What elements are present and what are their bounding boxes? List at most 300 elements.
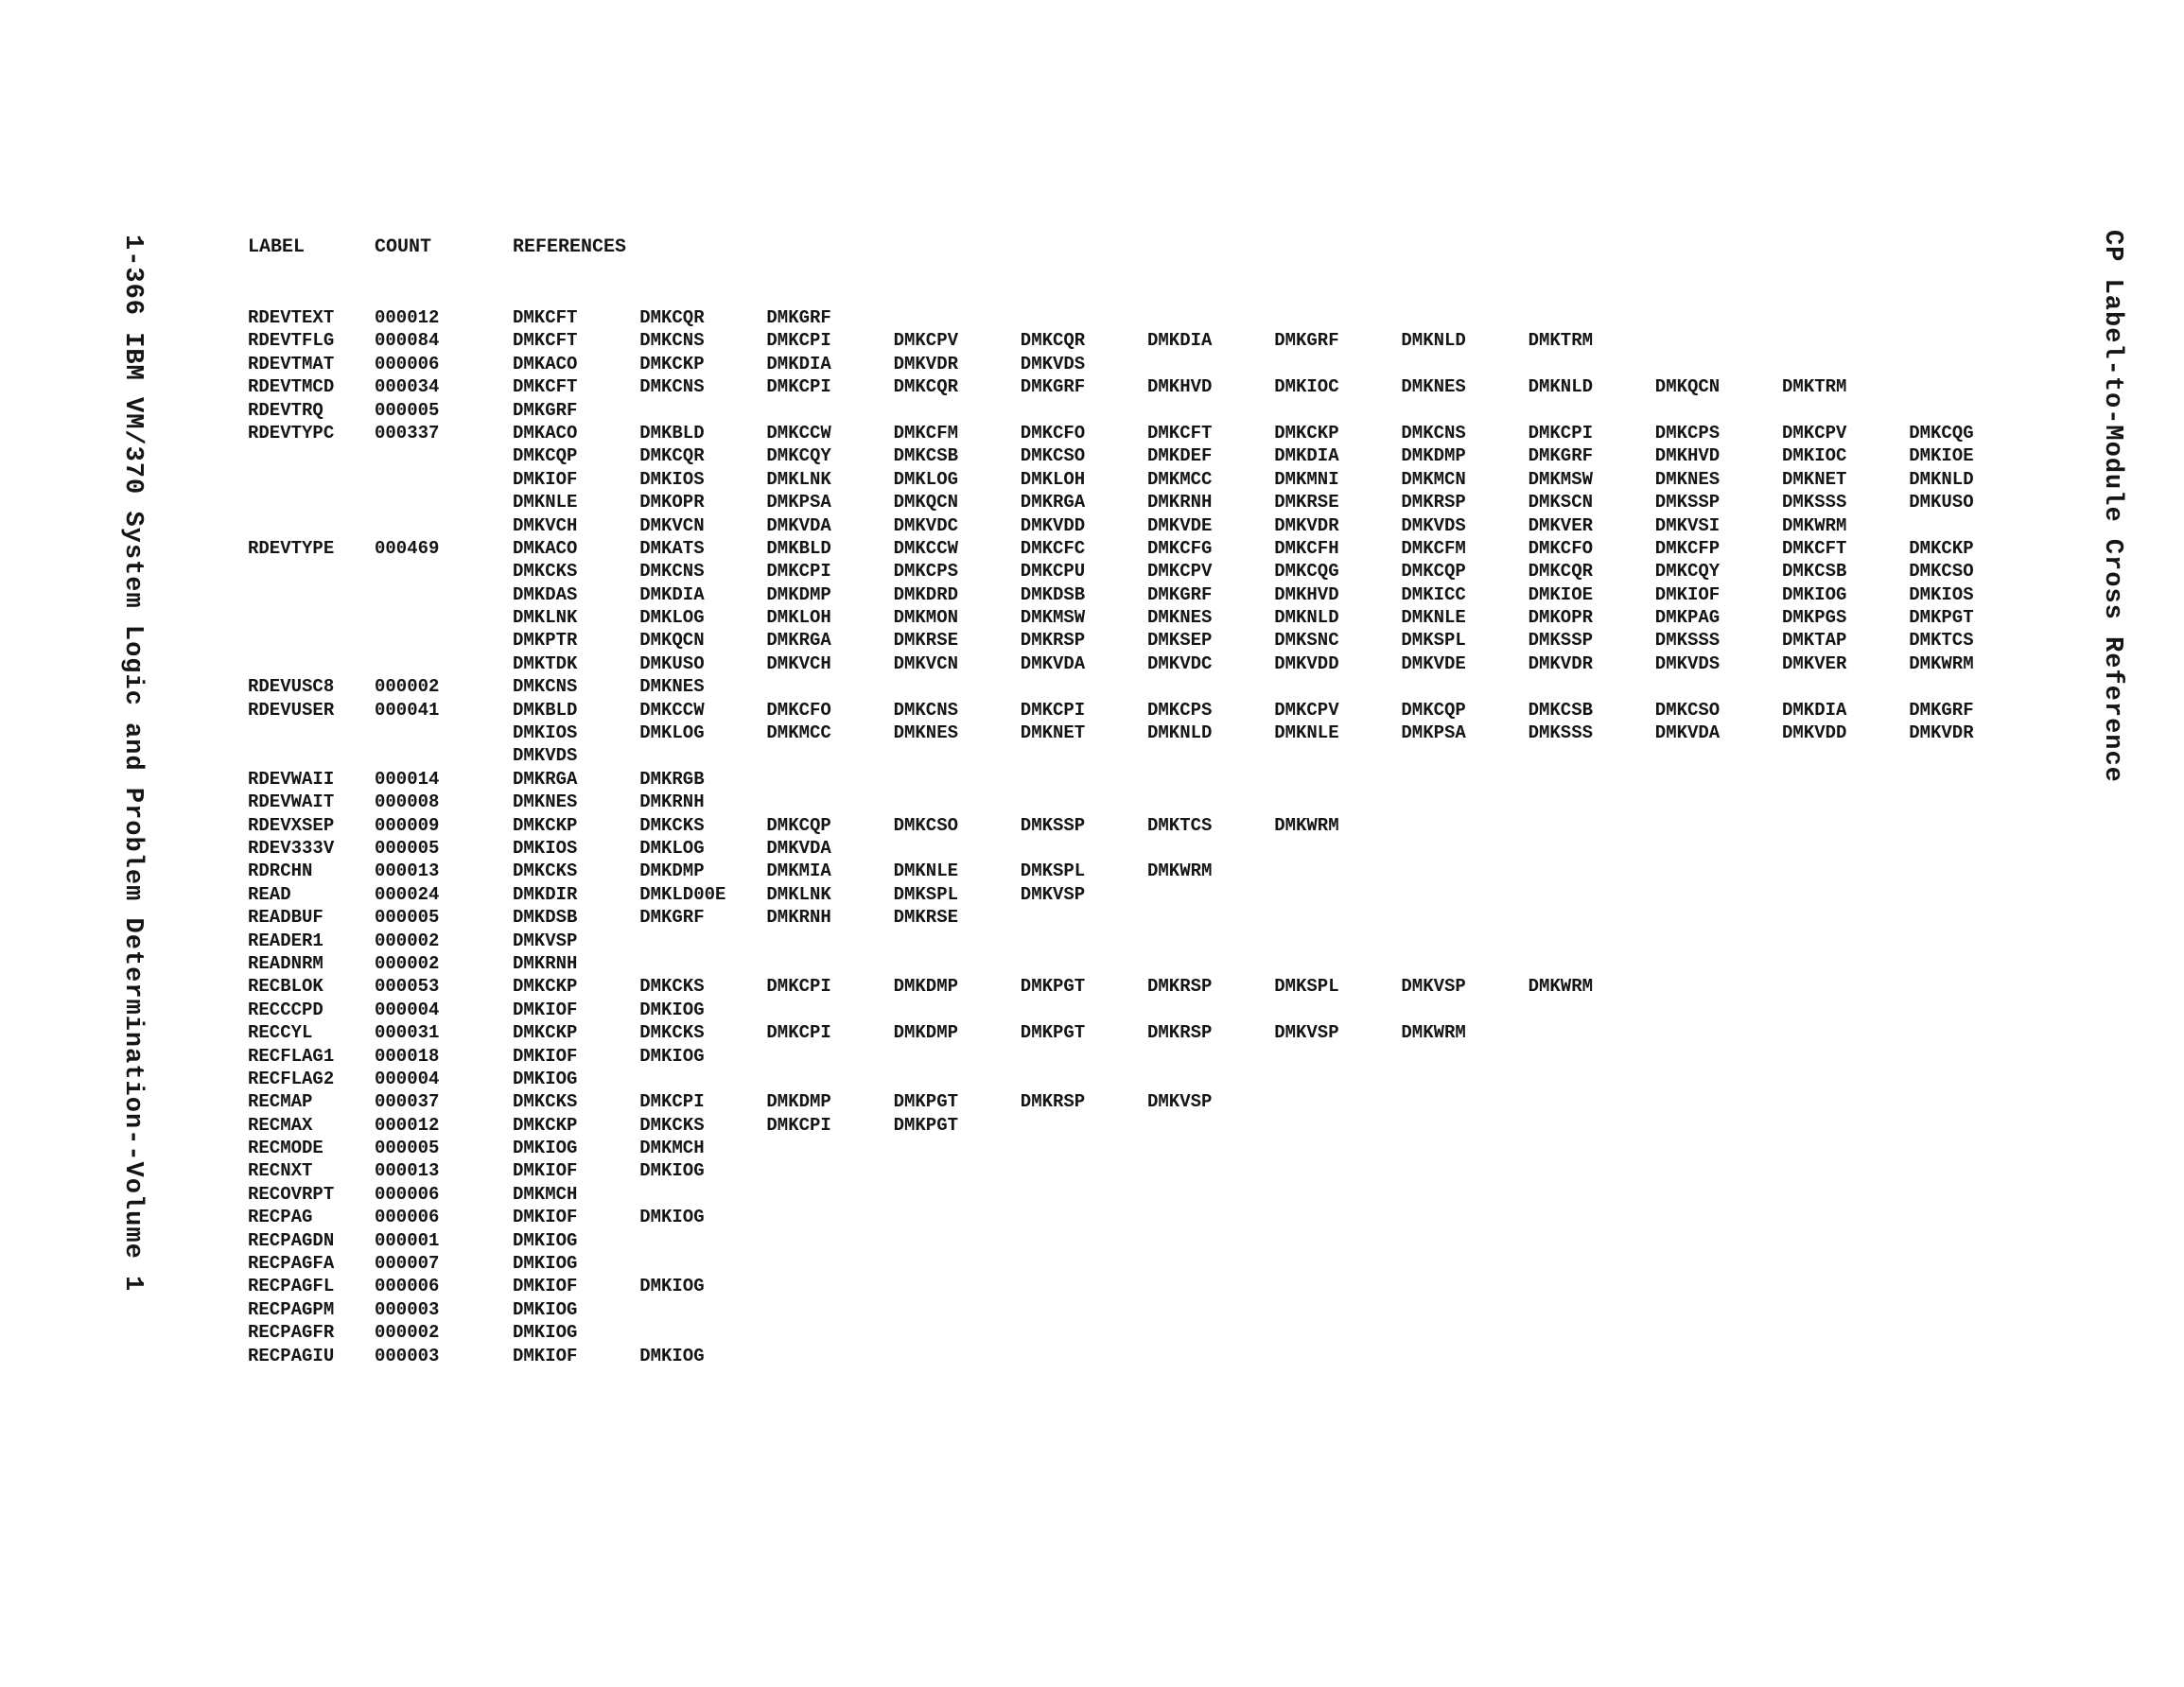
- reference-cell: DMKVCN: [639, 514, 705, 536]
- reference-cell: DMKCSB: [1782, 561, 1847, 583]
- reference-cell: DMKCQP: [513, 445, 578, 467]
- reference-cell: DMKNLE: [893, 861, 959, 882]
- label-cell: READBUF: [248, 907, 323, 929]
- reference-cell: DMKRNH: [1147, 492, 1213, 513]
- reference-cell: DMKVCN: [893, 652, 959, 674]
- reference-cell: DMKRSE: [893, 907, 959, 929]
- reference-cell: DMKDMP: [1401, 445, 1466, 467]
- reference-cell: DMKVDE: [1401, 652, 1466, 674]
- reference-cell: DMKCNS: [639, 376, 705, 398]
- reference-cell: DMKIOE: [1909, 445, 1974, 467]
- label-cell: RDRCHN: [248, 861, 313, 882]
- label-column-header: LABEL: [248, 236, 306, 258]
- reference-cell: DMKCQG: [1274, 561, 1339, 583]
- reference-cell: DMKCQR: [893, 376, 959, 398]
- reference-cell: DMKCQR: [1528, 561, 1594, 583]
- reference-cell: DMKIOG: [639, 1276, 705, 1297]
- table-row: [248, 1115, 2026, 1138]
- reference-cell: DMKVER: [1528, 514, 1594, 536]
- reference-cell: DMKVSP: [1147, 1091, 1213, 1113]
- reference-cell: DMKNLE: [513, 492, 578, 513]
- reference-cell: DMKIOS: [513, 722, 578, 744]
- table-row: [248, 538, 2026, 561]
- table-row: [248, 561, 2026, 583]
- count-cell: 000337: [375, 422, 440, 443]
- reference-cell: DMKIOG: [1782, 583, 1847, 605]
- reference-cell: DMKIOS: [1909, 583, 1974, 605]
- reference-cell: DMKWRM: [1782, 514, 1847, 536]
- reference-cell: DMKPGT: [893, 1091, 959, 1113]
- table-row: [248, 1299, 2026, 1322]
- count-cell: 000008: [375, 791, 440, 813]
- count-cell: 000004: [375, 1068, 440, 1089]
- count-cell: 000003: [375, 1345, 440, 1366]
- reference-cell: DMKNES: [893, 722, 959, 744]
- reference-cell: DMKCSO: [893, 814, 959, 836]
- reference-cell: DMKTDK: [513, 652, 578, 674]
- reference-cell: DMKDIA: [1274, 445, 1339, 467]
- table-row: [248, 745, 2026, 768]
- reference-cell: DMKLOH: [1020, 468, 1086, 490]
- count-cell: 000006: [375, 1207, 440, 1228]
- reference-cell: DMKDMP: [893, 976, 959, 998]
- reference-cell: DMKACO: [513, 537, 578, 559]
- reference-cell: DMKCPU: [1020, 561, 1086, 583]
- reference-cell: DMKCPV: [1147, 561, 1213, 583]
- reference-cell: DMKRSE: [893, 630, 959, 652]
- reference-cell: DMKNES: [513, 791, 578, 813]
- label-cell: RDEVTEXT: [248, 307, 335, 328]
- table-row: [248, 630, 2026, 652]
- reference-cell: DMKIOC: [1782, 445, 1847, 467]
- reference-cell: DMKCPI: [1528, 422, 1594, 443]
- count-cell: 000009: [375, 814, 440, 836]
- reference-cell: DMKCSB: [1528, 699, 1594, 721]
- reference-cell: DMKDIA: [766, 353, 831, 374]
- reference-cell: DMKTRM: [1782, 376, 1847, 398]
- count-cell: 000006: [375, 1276, 440, 1297]
- label-cell: RDEVTYPC: [248, 422, 335, 443]
- reference-cell: DMKACO: [513, 353, 578, 374]
- label-cell: RECPAGFL: [248, 1276, 335, 1297]
- reference-cell: DMKCFH: [1274, 537, 1339, 559]
- reference-cell: DMKBLD: [766, 537, 831, 559]
- reference-cell: DMKLNK: [513, 607, 578, 629]
- table-row: [248, 400, 2026, 423]
- label-cell: RDEVTMAT: [248, 353, 335, 374]
- reference-cell: DMKIOG: [513, 1229, 578, 1251]
- reference-cell: DMKVSI: [1654, 514, 1721, 536]
- count-cell: 000031: [375, 1022, 440, 1044]
- reference-cell: DMKPGT: [1909, 607, 1974, 629]
- reference-cell: DMKGRF: [1147, 583, 1213, 605]
- reference-cell: DMKCKP: [513, 976, 578, 998]
- count-cell: 000024: [375, 883, 440, 905]
- reference-cell: DMKCQR: [639, 307, 705, 328]
- reference-cell: DMKCPS: [1654, 422, 1721, 443]
- reference-cell: DMKCPV: [893, 330, 959, 352]
- reference-cell: DMKCKS: [513, 1091, 578, 1113]
- left-margin-title: 1-366 IBM VM/370 System Logic and Problem Determination--Volume 1: [118, 235, 147, 1293]
- reference-cell: DMKCFO: [1528, 537, 1594, 559]
- reference-cell: DMKRNH: [639, 791, 705, 813]
- reference-cell: DMKCPI: [1020, 699, 1086, 721]
- table-row: [248, 953, 2026, 976]
- label-cell: RDEVUSER: [248, 699, 335, 721]
- reference-cell: DMKCFT: [1147, 422, 1213, 443]
- reference-cell: DMKTRM: [1528, 330, 1594, 352]
- count-cell: 000018: [375, 1045, 440, 1067]
- label-cell: RECOVRPT: [248, 1183, 335, 1205]
- reference-cell: DMKNLE: [1274, 722, 1339, 744]
- reference-cell: DMKLNK: [766, 468, 831, 490]
- reference-cell: DMKDEF: [1147, 445, 1213, 467]
- label-cell: RDEVXSEP: [248, 814, 335, 836]
- reference-cell: DMKCQY: [1654, 561, 1721, 583]
- reference-cell: DMKIOF: [513, 1345, 578, 1366]
- reference-cell: DMKPTR: [513, 630, 578, 652]
- reference-cell: DMKCFT: [1782, 537, 1847, 559]
- count-cell: 000003: [375, 1298, 440, 1320]
- table-row: [248, 676, 2026, 699]
- reference-cell: DMKGRF: [639, 907, 705, 929]
- count-cell: 000002: [375, 1322, 440, 1344]
- reference-cell: DMKDIA: [639, 583, 705, 605]
- reference-cell: DMKDRD: [893, 583, 959, 605]
- reference-cell: DMKICC: [1401, 583, 1466, 605]
- reference-cell: DMKVCH: [766, 652, 831, 674]
- count-cell: 000053: [375, 976, 440, 998]
- reference-cell: DMKVDD: [1020, 514, 1086, 536]
- reference-cell: DMKRGB: [639, 768, 705, 790]
- table-row: [248, 492, 2026, 514]
- reference-cell: DMKUSO: [639, 652, 705, 674]
- reference-cell: DMKDAS: [513, 583, 578, 605]
- reference-cell: DMKOPR: [639, 492, 705, 513]
- reference-cell: DMKVDD: [1782, 722, 1847, 744]
- reference-cell: DMKSEP: [1147, 630, 1213, 652]
- table-row: [248, 515, 2026, 538]
- table-row: [248, 330, 2026, 353]
- reference-cell: DMKLOG: [893, 468, 959, 490]
- reference-cell: DMKMIA: [766, 861, 831, 882]
- label-cell: READER1: [248, 930, 323, 951]
- reference-cell: DMKIOS: [513, 837, 578, 859]
- table-row: [248, 607, 2026, 630]
- reference-cell: DMKRNH: [513, 952, 578, 974]
- reference-cell: DMKCPI: [766, 330, 831, 352]
- reference-cell: DMKCNS: [513, 676, 578, 698]
- reference-cell: DMKNES: [1147, 607, 1213, 629]
- reference-cell: DMKCKP: [1274, 422, 1339, 443]
- count-cell: 000002: [375, 676, 440, 698]
- reference-cell: DMKMCH: [639, 1138, 705, 1159]
- label-cell: RECPAGFR: [248, 1322, 335, 1344]
- reference-cell: DMKPSA: [766, 492, 831, 513]
- reference-cell: DMKCNS: [639, 561, 705, 583]
- reference-cell: DMKCFT: [513, 330, 578, 352]
- reference-cell: DMKVDR: [1909, 722, 1974, 744]
- reference-cell: DMKRSP: [1020, 1091, 1086, 1113]
- reference-cell: DMKCKP: [513, 814, 578, 836]
- table-row: [248, 1207, 2026, 1229]
- reference-cell: DMKRSP: [1401, 492, 1466, 513]
- reference-cell: DMKATS: [639, 537, 705, 559]
- table-row: [248, 861, 2026, 883]
- reference-cell: DMKSPL: [1020, 861, 1086, 882]
- reference-cell: DMKSSP: [1020, 814, 1086, 836]
- reference-cell: DMKCPV: [1782, 422, 1847, 443]
- reference-cell: DMKVSP: [1401, 976, 1466, 998]
- table-row: [248, 976, 2026, 999]
- reference-cell: DMKCPI: [766, 561, 831, 583]
- reference-cell: DMKTCS: [1909, 630, 1974, 652]
- label-cell: RECPAGDN: [248, 1229, 335, 1251]
- table-row: [248, 815, 2026, 838]
- label-cell: RDEVWAII: [248, 768, 335, 790]
- table-row: [248, 653, 2026, 676]
- table-row: [248, 1160, 2026, 1183]
- reference-cell: DMKIOG: [513, 1068, 578, 1089]
- reference-cell: DMKSSS: [1654, 630, 1721, 652]
- reference-cell: DMKIOG: [639, 999, 705, 1020]
- reference-cell: DMKIOF: [513, 1045, 578, 1067]
- reference-cell: DMKVDS: [1654, 652, 1721, 674]
- table-row: [248, 1046, 2026, 1069]
- reference-cell: DMKRNH: [766, 907, 831, 929]
- reference-cell: DMKCPI: [766, 976, 831, 998]
- reference-cell: DMKCCW: [639, 699, 705, 721]
- reference-cell: DMKVDC: [1147, 652, 1213, 674]
- reference-cell: DMKVDS: [1020, 353, 1086, 374]
- reference-cell: DMKMCC: [1147, 468, 1213, 490]
- count-cell: 000013: [375, 1160, 440, 1182]
- table-row: [248, 445, 2026, 468]
- reference-cell: DMKCQR: [639, 445, 705, 467]
- table-row: [248, 838, 2026, 861]
- count-cell: 000006: [375, 353, 440, 374]
- reference-cell: DMKMCN: [1401, 468, 1466, 490]
- label-cell: RDEVTRQ: [248, 399, 323, 421]
- reference-cell: DMKRSP: [1147, 1022, 1213, 1044]
- reference-cell: DMKCFO: [1020, 422, 1086, 443]
- label-cell: RECPAGIU: [248, 1345, 335, 1366]
- reference-cell: DMKCQY: [766, 445, 831, 467]
- reference-cell: DMKVDA: [1654, 722, 1721, 744]
- reference-cell: DMKUSO: [1909, 492, 1974, 513]
- reference-cell: DMKCQP: [766, 814, 831, 836]
- table-row: [248, 1138, 2026, 1160]
- reference-cell: DMKCFG: [1147, 537, 1213, 559]
- reference-cell: DMKIOG: [639, 1160, 705, 1182]
- reference-cell: DMKPGT: [893, 1114, 959, 1136]
- reference-cell: DMKSPL: [893, 883, 959, 905]
- label-cell: RECCYL: [248, 1022, 313, 1044]
- table-header: [248, 236, 1099, 265]
- table-row: [248, 930, 2026, 953]
- count-cell: 000014: [375, 768, 440, 790]
- reference-cell: DMKCSO: [1020, 445, 1086, 467]
- reference-cell: DMKCNS: [1401, 422, 1466, 443]
- reference-cell: DMKVSP: [1274, 1022, 1339, 1044]
- count-cell: 000001: [375, 1229, 440, 1251]
- reference-cell: DMKHVD: [1274, 583, 1339, 605]
- reference-cell: DMKCPS: [1147, 699, 1213, 721]
- count-column-header: COUNT: [375, 236, 432, 258]
- reference-cell: DMKRGA: [513, 768, 578, 790]
- reference-cell: DMKNLD: [1909, 468, 1974, 490]
- count-cell: 000012: [375, 307, 440, 328]
- reference-cell: DMKMSW: [1528, 468, 1594, 490]
- reference-cell: DMKPGT: [1020, 976, 1086, 998]
- table-row: [248, 1022, 2026, 1045]
- reference-cell: DMKCNS: [893, 699, 959, 721]
- table-row: [248, 1069, 2026, 1091]
- reference-cell: DMKHVD: [1654, 445, 1721, 467]
- reference-cell: DMKCKP: [1909, 537, 1974, 559]
- reference-cell: DMKCSO: [1909, 561, 1974, 583]
- reference-cell: DMKVDR: [1274, 514, 1339, 536]
- reference-cell: DMKMSW: [1020, 607, 1086, 629]
- label-cell: RDEVTFLG: [248, 330, 335, 352]
- reference-cell: DMKCKS: [639, 1022, 705, 1044]
- reference-cell: DMKVDC: [893, 514, 959, 536]
- reference-cell: DMKCQR: [1020, 330, 1086, 352]
- table-row: [248, 423, 2026, 445]
- reference-cell: DMKSPL: [1401, 630, 1466, 652]
- reference-cell: DMKVSP: [1020, 883, 1086, 905]
- reference-cell: DMKCFO: [766, 699, 831, 721]
- reference-cell: DMKMCH: [513, 1183, 578, 1205]
- reference-cell: DMKSSP: [1528, 630, 1594, 652]
- reference-cell: DMKLOG: [639, 607, 705, 629]
- reference-cell: DMKIOE: [1528, 583, 1594, 605]
- table-row: [248, 791, 2026, 814]
- reference-cell: DMKLD00E: [639, 883, 726, 905]
- reference-cell: DMKCKP: [513, 1114, 578, 1136]
- reference-cell: DMKSSS: [1782, 492, 1847, 513]
- table-row: [248, 584, 2026, 607]
- reference-cell: DMKIOG: [513, 1138, 578, 1159]
- reference-cell: DMKVDS: [1401, 514, 1466, 536]
- reference-cell: DMKNES: [1654, 468, 1721, 490]
- reference-cell: DMKTCS: [1147, 814, 1213, 836]
- reference-cell: DMKRGA: [1020, 492, 1086, 513]
- count-cell: 000084: [375, 330, 440, 352]
- count-cell: 000005: [375, 907, 440, 929]
- reference-cell: DMKCFP: [1654, 537, 1721, 559]
- reference-cell: DMKDIR: [513, 883, 578, 905]
- reference-cell: DMKDMP: [766, 583, 831, 605]
- reference-cell: DMKCFC: [1020, 537, 1086, 559]
- count-cell: 000034: [375, 376, 440, 398]
- table-row: [248, 469, 2026, 492]
- references-column-header: REFERENCES: [513, 236, 627, 258]
- reference-cell: DMKIOG: [513, 1298, 578, 1320]
- reference-cell: DMKCPI: [766, 1022, 831, 1044]
- reference-cell: DMKVDA: [766, 837, 831, 859]
- reference-cell: DMKGRF: [766, 307, 831, 328]
- reference-cell: DMKDIA: [1782, 699, 1847, 721]
- table-row: [248, 1000, 2026, 1022]
- reference-cell: DMKRGA: [766, 630, 831, 652]
- table-row: [248, 376, 2026, 399]
- reference-cell: DMKIOF: [513, 999, 578, 1020]
- reference-cell: DMKQCN: [893, 492, 959, 513]
- count-cell: 000013: [375, 861, 440, 882]
- cross-reference-table: [248, 307, 2026, 1368]
- reference-cell: DMKCQP: [1401, 561, 1466, 583]
- label-cell: RECPAGPM: [248, 1298, 335, 1320]
- reference-cell: DMKVDS: [513, 745, 578, 767]
- reference-cell: DMKDSB: [513, 907, 578, 929]
- label-cell: READNRM: [248, 952, 323, 974]
- reference-cell: DMKIOF: [513, 1276, 578, 1297]
- reference-cell: DMKLNK: [766, 883, 831, 905]
- reference-cell: DMKWRM: [1147, 861, 1213, 882]
- reference-cell: DMKDSB: [1020, 583, 1086, 605]
- reference-cell: DMKACO: [513, 422, 578, 443]
- reference-cell: DMKTAP: [1782, 630, 1847, 652]
- count-cell: 000041: [375, 699, 440, 721]
- reference-cell: DMKRSP: [1147, 976, 1213, 998]
- reference-cell: DMKMNI: [1274, 468, 1339, 490]
- reference-cell: DMKCFT: [513, 376, 578, 398]
- table-row: [248, 1322, 2026, 1345]
- reference-cell: DMKBLD: [513, 699, 578, 721]
- reference-cell: DMKOPR: [1528, 607, 1594, 629]
- reference-cell: DMKCPV: [1274, 699, 1339, 721]
- label-cell: RECFLAG1: [248, 1045, 335, 1067]
- count-cell: 000005: [375, 837, 440, 859]
- table-row: [248, 907, 2026, 930]
- table-row: [248, 1346, 2026, 1368]
- reference-cell: DMKIOG: [639, 1345, 705, 1366]
- reference-cell: DMKNET: [1782, 468, 1847, 490]
- reference-cell: DMKNLE: [1401, 607, 1466, 629]
- reference-cell: DMKVCH: [513, 514, 578, 536]
- reference-cell: DMKVDD: [1274, 652, 1339, 674]
- label-cell: RDEVTYPE: [248, 537, 335, 559]
- reference-cell: DMKWRM: [1909, 652, 1974, 674]
- reference-cell: DMKCFM: [1401, 537, 1466, 559]
- reference-cell: DMKIOG: [639, 1045, 705, 1067]
- reference-cell: DMKCPI: [639, 1091, 705, 1113]
- reference-cell: DMKCFT: [513, 307, 578, 328]
- reference-cell: DMKCNS: [639, 330, 705, 352]
- label-cell: RECPAGFA: [248, 1253, 335, 1275]
- reference-cell: DMKNLD: [1528, 376, 1594, 398]
- reference-cell: DMKQCN: [639, 630, 705, 652]
- reference-cell: DMKLOG: [639, 722, 705, 744]
- reference-cell: DMKPGT: [1020, 1022, 1086, 1044]
- label-cell: RDEVTMCD: [248, 376, 335, 398]
- count-cell: 000037: [375, 1091, 440, 1113]
- reference-cell: DMKCQG: [1909, 422, 1974, 443]
- reference-cell: DMKCQP: [1401, 699, 1466, 721]
- reference-cell: DMKCSB: [893, 445, 959, 467]
- reference-cell: DMKCKS: [639, 1114, 705, 1136]
- reference-cell: DMKIOG: [639, 1207, 705, 1228]
- table-row: [248, 307, 2026, 330]
- label-cell: RECMODE: [248, 1138, 323, 1159]
- reference-cell: DMKGRF: [513, 399, 578, 421]
- reference-cell: DMKCFM: [893, 422, 959, 443]
- reference-cell: DMKHVD: [1147, 376, 1213, 398]
- reference-cell: DMKGRF: [1528, 445, 1594, 467]
- label-cell: RECNXT: [248, 1160, 313, 1182]
- label-cell: RECPAG: [248, 1207, 313, 1228]
